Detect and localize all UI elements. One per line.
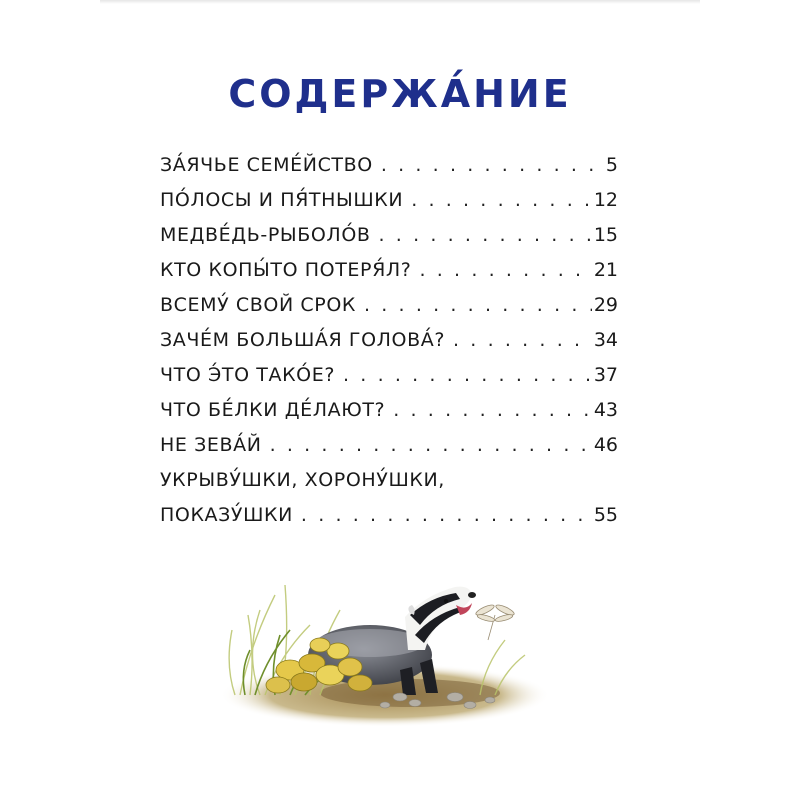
- toc-entry: [160, 498, 618, 533]
- toc-entry-page: 12: [593, 189, 618, 211]
- toc-entry-title: ЗАЧЕ́М БОЛЬША́Я ГОЛОВА́?: [160, 329, 446, 351]
- toc-entry-title: ЧТО БЕ́ЛКИ ДЕ́ЛАЮТ?: [160, 399, 386, 421]
- page-title: СОДЕРЖА́НИЕ: [228, 72, 572, 116]
- table-of-contents: [160, 148, 618, 533]
- toc-entry-page: 21: [593, 259, 618, 281]
- toc-entry: [160, 148, 618, 183]
- dot-leader: [453, 323, 592, 358]
- toc-entry: [160, 393, 618, 428]
- dot-leader: [419, 253, 591, 288]
- toc-entry-page: 29: [593, 294, 618, 316]
- page-edge: [100, 0, 700, 4]
- toc-entry: [160, 428, 618, 463]
- toc-entry-page: 15: [593, 224, 618, 246]
- toc-entry: [160, 323, 618, 358]
- dot-leader: [343, 358, 592, 393]
- dot-leader: [270, 428, 592, 463]
- badger-illustration: [220, 555, 550, 730]
- toc-entry-page: 34: [593, 329, 618, 351]
- toc-entry: [160, 358, 618, 393]
- toc-entry-title-line2: ПОКАЗУ́ШКИ: [160, 504, 293, 526]
- badger-eye: [444, 599, 448, 603]
- toc-entry-page: 55: [593, 504, 618, 526]
- toc-entry: [160, 253, 618, 288]
- toc-entry-title: ВСЕМУ́ СВОЙ СРОК: [160, 294, 356, 316]
- toc-entry-title: КТО КОПЫ́ТО ПОТЕРЯ́Л?: [160, 259, 412, 281]
- toc-entry-title: ПО́ЛОСЫ И ПЯ́ТНЫШКИ: [160, 189, 404, 211]
- toc-entry-title-line1: УКРЫВУ́ШКИ, ХОРОНУ́ШКИ,: [160, 469, 445, 491]
- toc-entry: [160, 218, 618, 253]
- dragonfly: [475, 603, 516, 640]
- dot-leader: [393, 393, 592, 428]
- toc-entry-page: 5: [605, 154, 618, 176]
- dot-leader: [411, 183, 592, 218]
- dot-leader: [379, 218, 592, 253]
- toc-entry-page: 43: [593, 399, 618, 421]
- dot-leader: [381, 148, 604, 183]
- toc-entry-title: ЗА́ЯЧЬЕ СЕМЕ́ЙСТВО: [160, 154, 373, 176]
- dot-leader: [364, 288, 592, 323]
- toc-entry-page: 46: [593, 434, 618, 456]
- toc-entry-first-line: [160, 463, 618, 498]
- toc-entry-title: НЕ ЗЕВА́Й: [160, 434, 262, 456]
- toc-entry-title: МЕДВЕ́ДЬ-РЫБОЛО́В: [160, 224, 371, 246]
- dot-leader: [301, 498, 592, 533]
- toc-entry-page: 37: [593, 364, 618, 386]
- toc-entry: [160, 288, 618, 323]
- toc-entry-title: ЧТО Э́ТО ТАКО́Е?: [160, 364, 336, 386]
- toc-entry: [160, 183, 618, 218]
